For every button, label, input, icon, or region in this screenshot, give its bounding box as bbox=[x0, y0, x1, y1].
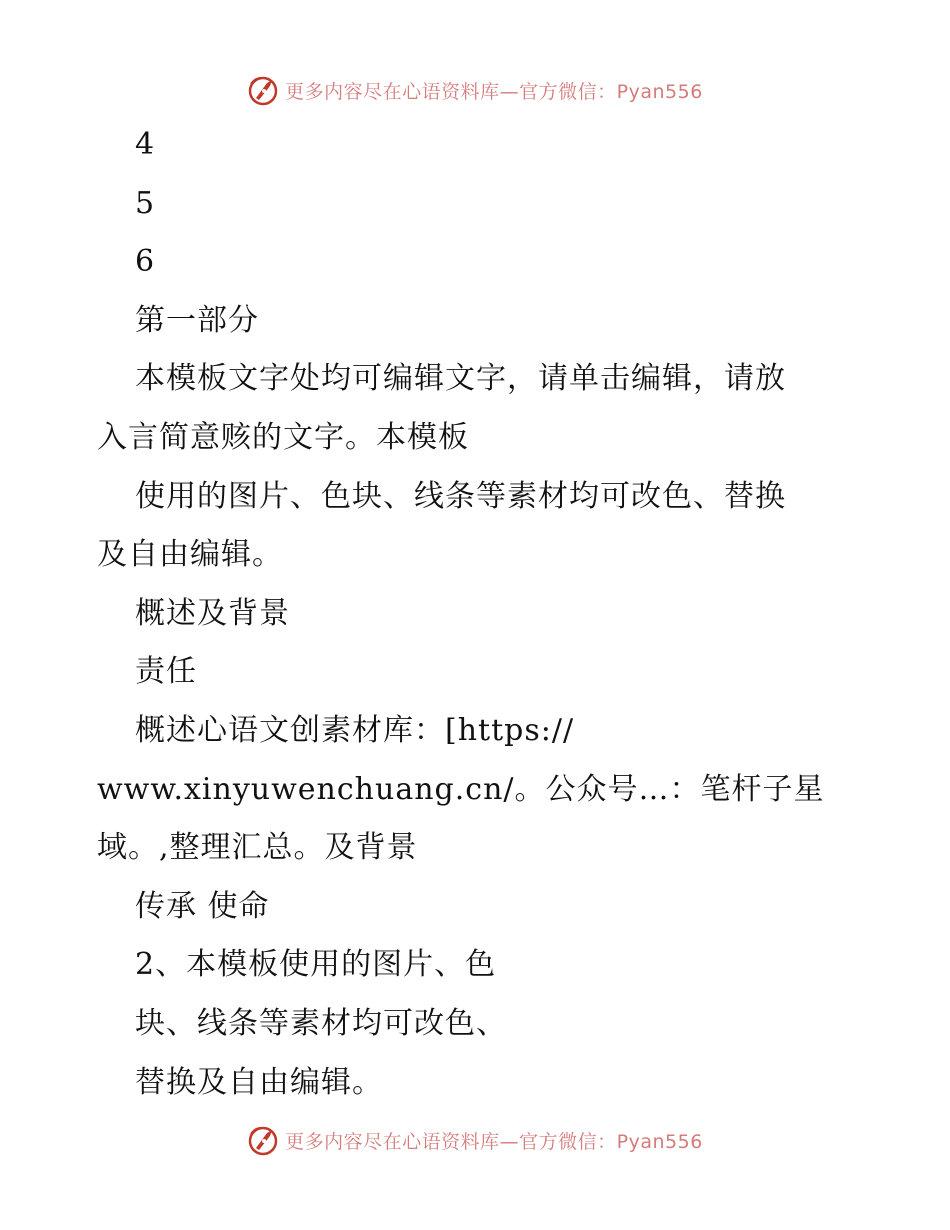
text-line: 4 bbox=[135, 127, 156, 162]
pen-nib-icon bbox=[247, 74, 279, 106]
footer-banner-text: 更多内容尽在心语资料库—官方微信：Pyan556 bbox=[285, 1130, 703, 1153]
footer-banner bbox=[0, 1120, 950, 1160]
text-line: 本模板文字处均可编辑文字，请单击编辑，请放 bbox=[135, 361, 786, 397]
text-line: 6 bbox=[135, 244, 156, 280]
header-banner-text: 更多内容尽在心语资料库—官方微信：Pyan556 bbox=[285, 80, 703, 103]
text-line: 5 bbox=[135, 185, 156, 221]
text-line: 概述及背景 bbox=[135, 595, 290, 631]
text-line: 入言简意赅的文字。本模板 bbox=[97, 419, 469, 455]
section-heading: 第一部分 bbox=[135, 302, 259, 338]
header-banner bbox=[0, 70, 950, 110]
text-line: 使用的图片、色块、线条等素材均可改色、替换 bbox=[135, 478, 786, 514]
text-line: 块、线条等素材均可改色、 bbox=[135, 1005, 507, 1041]
text-line: www.xinyuwenchuang.cn/。公众号…：笔杆子星 bbox=[97, 771, 825, 807]
text-line: 传承 使命 bbox=[135, 888, 270, 924]
text-line: 替换及自由编辑。 bbox=[135, 1064, 383, 1100]
document-body bbox=[97, 116, 857, 1112]
text-line: 概述心语文创素材库：[https:// bbox=[135, 712, 575, 748]
pen-nib-icon bbox=[247, 1124, 279, 1156]
text-line: 域。,整理汇总。及背景 bbox=[97, 830, 418, 866]
text-line: 责任 bbox=[135, 654, 197, 690]
text-line: 及自由编辑。 bbox=[97, 537, 283, 573]
text-line: 2、本模板使用的图片、色 bbox=[135, 947, 497, 983]
